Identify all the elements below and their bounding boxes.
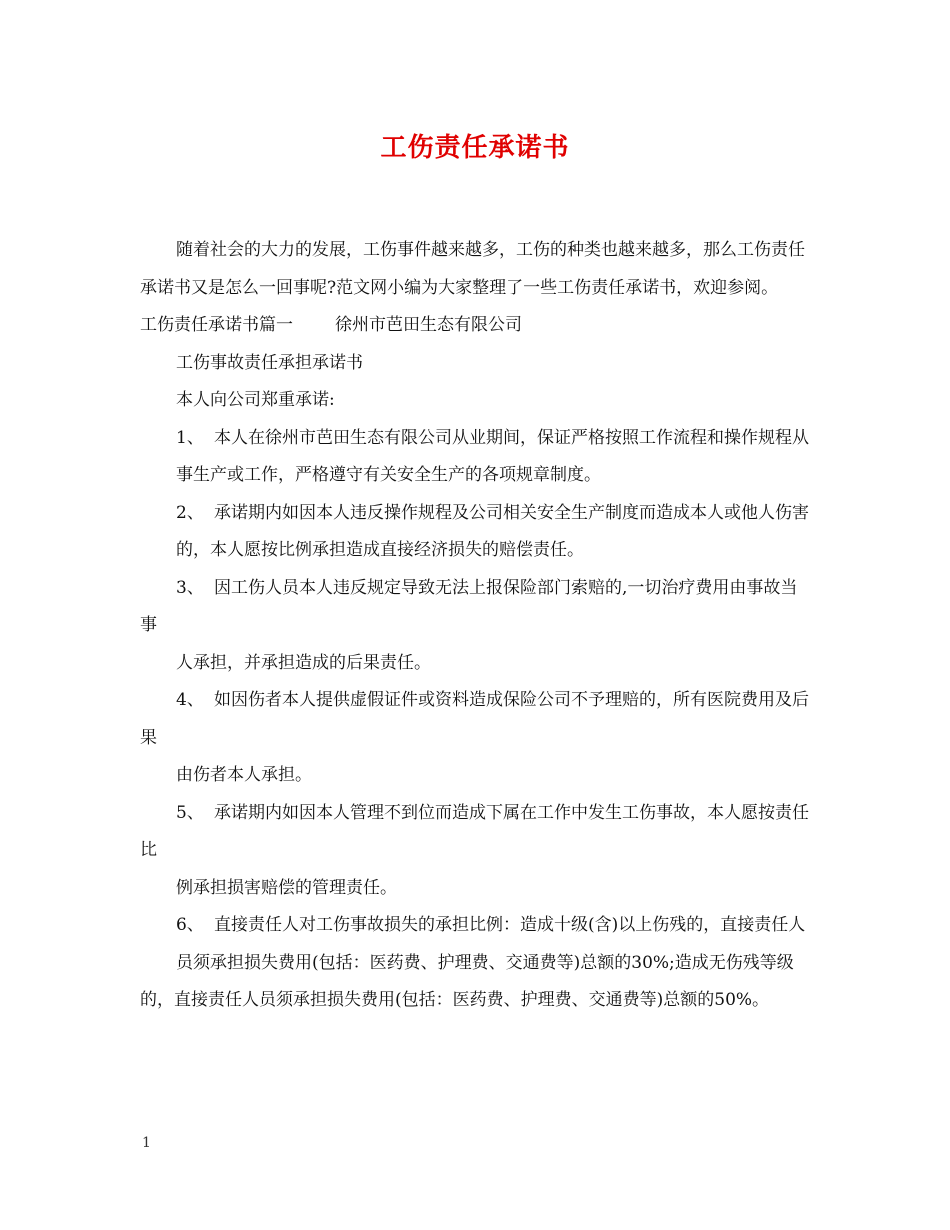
pledge-item-continuation: 例承担损害赔偿的管理责任。 <box>176 877 397 898</box>
pledge-item-continuation: 人承担，并承担造成的后果责任。 <box>176 652 431 673</box>
pledge-item-number: 6、 <box>176 915 204 935</box>
pledge-item <box>140 907 812 1020</box>
document-body <box>140 232 812 1020</box>
pledge-item-line <box>140 420 812 458</box>
pledge-item-number: 4、 <box>176 690 204 710</box>
pledge-intro: 本人向公司郑重承诺: <box>176 390 335 410</box>
pledge-item <box>140 795 812 908</box>
pledge-item-continuation: 由伤者本人承担。 <box>176 765 312 785</box>
pledge-item-line <box>140 795 812 870</box>
section-heading: 工伤责任承诺书篇一 <box>140 315 293 335</box>
pledge-item-continuation: 的，本人愿按比例承担造成直接经济损失的赔偿责任。 <box>176 540 584 560</box>
section-heading-line <box>140 307 812 345</box>
pledge-item-continuation: 事生产或工作，严格遵守有关安全生产的各项规章制度。 <box>176 465 601 485</box>
pledge-item-text: 本人在徐州市芭田生态有限公司从业期间，保证严格按照工作流程和操作规程从 <box>214 427 809 448</box>
intro-paragraph: 随着社会的大力的发展，工伤事件越来越多，工伤的种类也越来越多，那么工伤责任承诺书又是怎么一回事呢?范文网小编为大家整理了一些工伤责任承诺书，欢迎参阅。 <box>140 240 805 298</box>
pledge-item-line <box>140 907 812 945</box>
pledge-item-line <box>140 682 812 757</box>
pledge-item <box>140 495 812 570</box>
pledge-subtitle: 工伤事故责任承担承诺书 <box>176 352 363 373</box>
pledge-item-text: 承诺期内如因本人管理不到位而造成下属在工作中发生工伤事故，本人愿按责任比 <box>140 802 809 860</box>
document-title: 工伤责任承诺书 <box>380 133 570 163</box>
pledge-item-continuation: 员须承担损失费用(包括：医药费、护理费、交通费等)总额的30%;造成无伤残等级的，直接责任人员须承担损失费用(包括：医药费、护理费、交通费等)总额的50%。 <box>140 952 794 1010</box>
pledge-item-number: 3、 <box>176 577 204 598</box>
pledge-item-text: 直接责任人对工伤事故损失的承担比例：造成十级(含)以上伤残的，直接责任人 <box>214 915 806 935</box>
pledge-item-line <box>140 495 812 533</box>
pledge-item-text: 因工伤人员本人违反规定导致无法上报保险部门索赔的,一切治疗费用由事故当事 <box>140 577 798 635</box>
pledge-item <box>140 682 812 795</box>
pledge-item <box>140 570 812 683</box>
pledge-item-number: 2、 <box>176 502 204 523</box>
pledge-item-line <box>140 570 812 645</box>
company-name: 徐州市芭田生态有限公司 <box>335 315 522 335</box>
pledge-item-number: 5、 <box>176 802 204 823</box>
pledge-item-text: 承诺期内如因本人违反操作规程及公司相关安全生产制度而造成本人或他人伤害 <box>214 502 809 523</box>
pledge-item-text: 如因伤者本人提供虚假证件或资料造成保险公司不予理赔的，所有医院费用及后果 <box>140 690 809 748</box>
pledge-item-number: 1、 <box>176 427 204 448</box>
pledge-item <box>140 420 812 495</box>
page-number: 1 <box>142 1135 151 1151</box>
